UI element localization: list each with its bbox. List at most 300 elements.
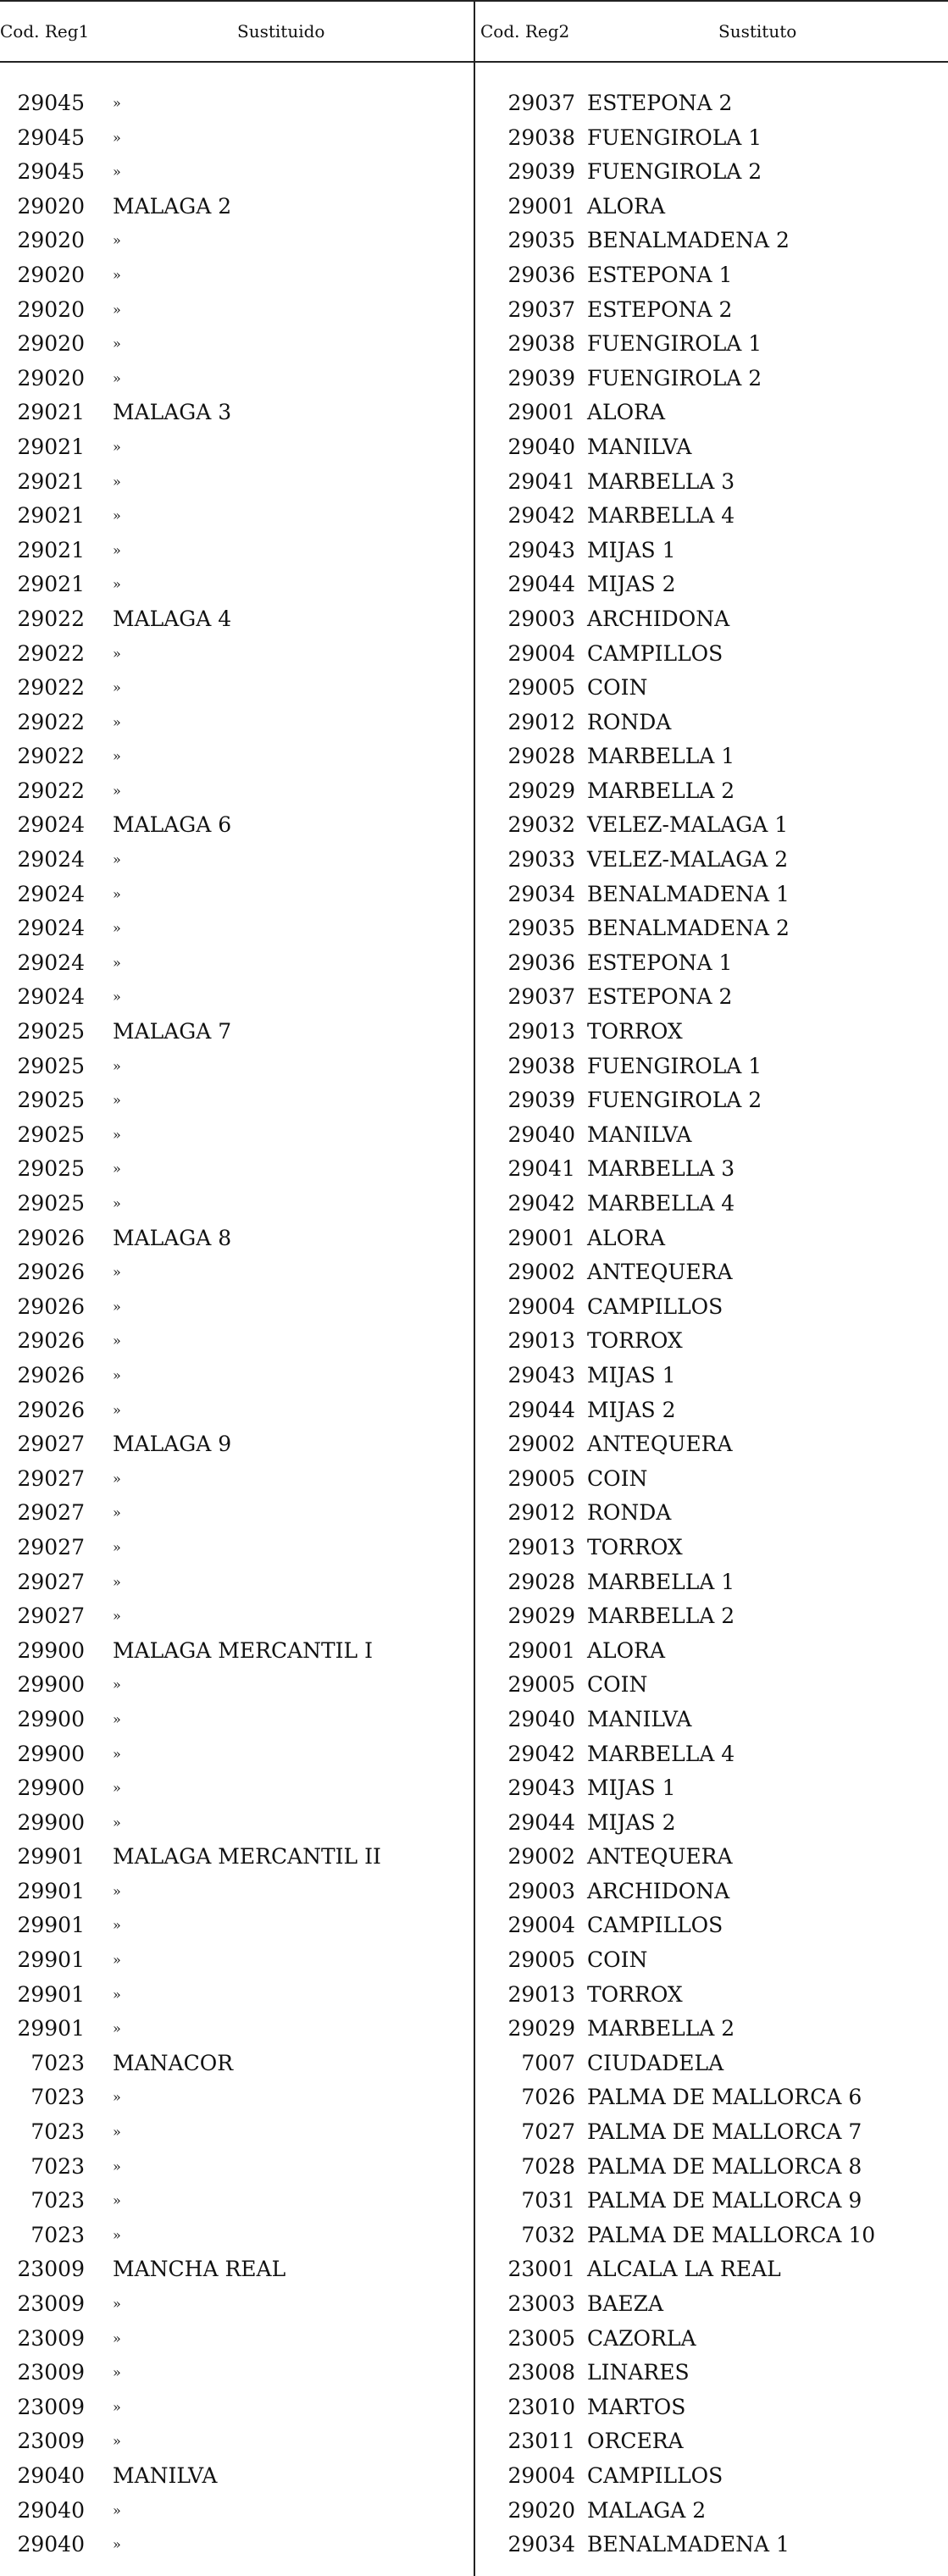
sustituto-cell: BENALMADENA 1 (587, 2532, 790, 2557)
sustituido-cell: » (113, 748, 121, 765)
sustituto-cell: FUENGIROLA 1 (587, 331, 762, 357)
table-row (0, 396, 948, 430)
table-row (0, 1152, 948, 1187)
table-row (0, 2012, 948, 2047)
table-row (0, 1496, 948, 1531)
sustituto-cell: MIJAS 2 (587, 1809, 676, 1835)
table-row (0, 2047, 948, 2081)
cod-reg2-cell: 29043 (507, 1776, 575, 1801)
cod-reg1-cell: 29900 (17, 1776, 85, 1801)
sustituto-cell: ESTEPONA 2 (587, 296, 733, 322)
cod-reg1-cell: 29024 (17, 984, 85, 1010)
sustituto-cell: MANILVA (587, 1706, 692, 1731)
sustituto-cell: BAEZA (587, 2291, 664, 2316)
sustituido-cell: » (113, 885, 121, 902)
cod-reg1-cell: 29021 (17, 434, 85, 459)
cod-reg1-cell: 7023 (30, 2153, 85, 2179)
cod-reg1-cell: 29045 (17, 125, 85, 150)
table-row (0, 1427, 948, 1462)
cod-reg1-cell: 29020 (17, 296, 85, 322)
sustituido-cell: MALAGA 8 (113, 1225, 232, 1250)
table-row (0, 362, 948, 396)
sustituto-cell: ESTEPONA 2 (587, 984, 733, 1010)
sustituido-cell: » (113, 2124, 121, 2141)
table-row (0, 2287, 948, 2322)
sustituido-cell: » (113, 1126, 121, 1143)
sustituido-cell: » (113, 713, 121, 730)
sustituto-cell: ESTEPONA 1 (587, 950, 733, 975)
table-row (0, 465, 948, 500)
sustituido-cell: » (113, 507, 121, 524)
sustituto-cell: CAMPILLOS (587, 1294, 723, 1319)
sustituido-cell: » (113, 2020, 121, 2037)
sustituto-cell: MARBELLA 3 (587, 468, 735, 494)
sustituido-cell: » (113, 1608, 121, 1625)
cod-reg1-cell: 29901 (17, 1913, 85, 1938)
table-row (0, 1290, 948, 1325)
sustituido-cell: » (113, 920, 121, 937)
table-row (0, 534, 948, 568)
sustituido-cell: » (113, 95, 121, 111)
sustituido-cell: MALAGA 9 (113, 1432, 232, 1457)
sustituido-cell: » (113, 2296, 121, 2312)
sustituto-cell: MARBELLA 1 (587, 1569, 735, 1594)
table-row (0, 774, 948, 809)
table-row (0, 1771, 948, 1806)
sustituto-cell: RONDA (587, 1500, 672, 1526)
sustituido-cell: » (113, 2536, 121, 2553)
sustituto-cell: FUENGIROLA 2 (587, 365, 762, 391)
table-row (0, 1737, 948, 1772)
table-row (0, 2322, 948, 2357)
sustituido-cell: MALAGA 7 (113, 1019, 232, 1044)
cod-reg1-cell: 29026 (17, 1397, 85, 1422)
sustituido-cell: » (113, 1057, 121, 1074)
cod-reg2-cell: 29013 (507, 1328, 575, 1354)
cod-reg2-cell: 23008 (507, 2360, 575, 2385)
sustituto-cell: ESTEPONA 1 (587, 262, 733, 287)
cod-reg1-cell: 29026 (17, 1225, 85, 1250)
table-row (0, 2252, 948, 2287)
sustituto-cell: MARBELLA 2 (587, 778, 735, 803)
table-row (0, 2115, 948, 2150)
table-row (0, 2080, 948, 2115)
cod-reg1-cell: 29022 (17, 778, 85, 803)
table-row (0, 1634, 948, 1669)
header-cod-reg1: Cod. Reg1 (0, 21, 90, 42)
cod-reg1-cell: 7023 (30, 2222, 85, 2247)
cod-reg2-cell: 23001 (507, 2257, 575, 2282)
table-row (0, 1908, 948, 1943)
cod-reg2-cell: 29002 (507, 1432, 575, 1457)
cod-reg2-cell: 7032 (521, 2222, 575, 2247)
sustituto-cell: CAZORLA (587, 2325, 696, 2351)
cod-reg1-cell: 29027 (17, 1500, 85, 1526)
cod-reg1-cell: 29040 (17, 2497, 85, 2523)
table-row (0, 1462, 948, 1497)
cod-reg2-cell: 29034 (507, 881, 575, 906)
cod-reg2-cell: 29003 (507, 1878, 575, 1903)
table-row (0, 878, 948, 912)
table-row (0, 980, 948, 1015)
cod-reg2-cell: 29044 (507, 572, 575, 597)
sustituto-cell: PALMA DE MALLORCA 9 (587, 2188, 862, 2213)
sustituto-cell: MIJAS 1 (587, 1776, 676, 1801)
sustituto-cell: COIN (587, 1465, 648, 1491)
sustituto-cell: BENALMADENA 2 (587, 228, 790, 253)
sustituido-cell: » (113, 2398, 121, 2415)
cod-reg1-cell: 29901 (17, 1981, 85, 2007)
cod-reg1-cell: 29901 (17, 2016, 85, 2041)
cod-reg1-cell: 29024 (17, 881, 85, 906)
cod-reg2-cell: 29038 (507, 125, 575, 150)
sustituto-cell: ALCALA LA REAL (587, 2257, 781, 2282)
sustituido-cell: » (113, 301, 121, 318)
sustituto-cell: RONDA (587, 709, 672, 734)
header-sustituto: Sustituto (718, 21, 797, 42)
cod-reg2-cell: 29003 (507, 606, 575, 631)
sustituido-cell: MANILVA (113, 2462, 218, 2488)
cod-reg1-cell: 29027 (17, 1465, 85, 1491)
sustituido-cell: » (113, 1195, 121, 1211)
sustituto-cell: TORROX (587, 1534, 683, 1559)
table-row (0, 1118, 948, 1153)
table-row (0, 2424, 948, 2459)
table-row (0, 258, 948, 293)
cod-reg2-cell: 29038 (507, 1053, 575, 1078)
sustituido-cell: » (113, 438, 121, 455)
cod-reg1-cell: 29040 (17, 2532, 85, 2557)
table-row (0, 671, 948, 706)
sustituto-cell: TORROX (587, 1328, 683, 1354)
sustituido-cell: » (113, 541, 121, 558)
cod-reg1-cell: 29024 (17, 812, 85, 838)
cod-reg2-cell: 29004 (507, 2462, 575, 2488)
sustituto-cell: ANTEQUERA (587, 1260, 733, 1285)
sustituto-cell: ALORA (587, 1225, 666, 1250)
cod-reg2-cell: 29039 (507, 365, 575, 391)
table-row (0, 121, 948, 156)
cod-reg2-cell: 23011 (507, 2429, 575, 2454)
table-row (0, 1015, 948, 1050)
table-row (0, 568, 948, 602)
table-row (0, 1083, 948, 1118)
cod-reg2-cell: 29004 (507, 640, 575, 666)
table-row (0, 843, 948, 878)
sustituido-cell: » (113, 1264, 121, 1281)
sustituido-cell: » (113, 1470, 121, 1487)
sustituido-cell: » (113, 1780, 121, 1797)
cod-reg1-cell: 29025 (17, 1191, 85, 1216)
cod-reg1-cell: 29900 (17, 1672, 85, 1698)
sustituido-cell: MALAGA 4 (113, 606, 232, 631)
cod-reg2-cell: 29013 (507, 1019, 575, 1044)
cod-reg2-cell: 29035 (507, 916, 575, 941)
cod-reg1-cell: 29025 (17, 1053, 85, 1078)
table-row (0, 637, 948, 672)
cod-reg2-cell: 29001 (507, 1637, 575, 1663)
sustituido-cell: » (113, 2192, 121, 2209)
cod-reg2-cell: 29013 (507, 1981, 575, 2007)
sustituto-cell: FUENGIROLA 2 (587, 159, 762, 185)
sustituido-cell: » (113, 1161, 121, 1177)
sustituto-cell: MARBELLA 4 (587, 503, 735, 529)
cod-reg2-cell: 29040 (507, 1122, 575, 1147)
cod-reg1-cell: 29025 (17, 1122, 85, 1147)
sustituido-cell: » (113, 2433, 121, 2450)
cod-reg2-cell: 29001 (507, 193, 575, 219)
sustituido-cell: » (113, 679, 121, 696)
cod-reg2-cell: 29033 (507, 847, 575, 873)
cod-reg1-cell: 29900 (17, 1706, 85, 1731)
table-row (0, 1703, 948, 1737)
sustituido-cell: » (113, 1538, 121, 1555)
sustituido-cell: » (113, 1814, 121, 1831)
sustituto-cell: MARBELLA 2 (587, 2016, 735, 2041)
cod-reg2-cell: 29001 (507, 1225, 575, 1250)
cod-reg2-cell: 29040 (507, 1706, 575, 1731)
sustituido-cell: » (113, 851, 121, 868)
sustituido-cell: » (113, 2226, 121, 2243)
sustituto-cell: MALAGA 2 (587, 2497, 707, 2523)
cod-reg2-cell: 29013 (507, 1534, 575, 1559)
cod-reg1-cell: 29026 (17, 1362, 85, 1388)
table-row (0, 499, 948, 534)
table-row (0, 1050, 948, 1084)
cod-reg1-cell: 29040 (17, 2462, 85, 2488)
cod-reg1-cell: 29026 (17, 1260, 85, 1285)
sustituto-cell: ALORA (587, 193, 666, 219)
sustituido-cell: MALAGA 6 (113, 812, 232, 838)
cod-reg2-cell: 29041 (507, 468, 575, 494)
cod-reg2-cell: 29041 (507, 1156, 575, 1182)
sustituto-cell: LINARES (587, 2360, 690, 2385)
sustituto-cell: MARBELLA 3 (587, 1156, 735, 1182)
cod-reg1-cell: 29025 (17, 1156, 85, 1182)
cod-reg2-cell: 29005 (507, 1947, 575, 1973)
sustituido-cell: » (113, 2158, 121, 2174)
cod-reg1-cell: 29026 (17, 1294, 85, 1319)
cod-reg2-cell: 29038 (507, 331, 575, 357)
table-row (0, 327, 948, 362)
cod-reg1-cell: 23009 (17, 2394, 85, 2419)
cod-reg2-cell: 29044 (507, 1397, 575, 1422)
table-row (0, 2356, 948, 2390)
cod-reg1-cell: 23009 (17, 2360, 85, 2385)
cod-reg2-cell: 29028 (507, 744, 575, 769)
cod-reg2-cell: 7031 (521, 2188, 575, 2213)
cod-reg2-cell: 29029 (507, 1604, 575, 1629)
cod-reg1-cell: 29022 (17, 606, 85, 631)
sustituido-cell: » (113, 2364, 121, 2381)
sustituido-cell: MALAGA MERCANTIL I (113, 1637, 373, 1663)
cod-reg1-cell: 29027 (17, 1534, 85, 1559)
cod-reg1-cell: 29021 (17, 468, 85, 494)
cod-reg2-cell: 7027 (521, 2119, 575, 2145)
sustituido-cell: » (113, 2501, 121, 2518)
sustituido-cell: » (113, 2329, 121, 2346)
sustituido-cell: » (113, 1366, 121, 1383)
table-row (0, 1393, 948, 1428)
cod-reg2-cell: 29032 (507, 812, 575, 838)
cod-reg1-cell: 29901 (17, 1947, 85, 1973)
cod-reg1-cell: 23009 (17, 2429, 85, 2454)
table-row (0, 911, 948, 946)
cod-reg1-cell: 29901 (17, 1844, 85, 1870)
cod-reg2-cell: 23010 (507, 2394, 575, 2419)
sustituido-cell: » (113, 782, 121, 799)
cod-reg1-cell: 29900 (17, 1741, 85, 1766)
sustituto-cell: MARBELLA 1 (587, 744, 735, 769)
sustituto-cell: BENALMADENA 2 (587, 916, 790, 941)
cod-reg2-cell: 29044 (507, 1809, 575, 1835)
table-row (0, 946, 948, 981)
sustituido-cell: » (113, 1917, 121, 1934)
cod-reg2-cell: 29037 (507, 91, 575, 115)
table-row (0, 2494, 948, 2529)
cod-reg2-cell: 29042 (507, 503, 575, 529)
table-row (0, 1324, 948, 1359)
sustituido-cell: » (113, 989, 121, 1005)
cod-reg1-cell: 29027 (17, 1432, 85, 1457)
cod-reg2-cell: 29004 (507, 1294, 575, 1319)
cod-reg1-cell: 23009 (17, 2257, 85, 2282)
sustituido-cell: » (113, 576, 121, 593)
table-row (0, 1875, 948, 1909)
cod-reg2-cell: 29042 (507, 1191, 575, 1216)
cod-reg2-cell: 29043 (507, 537, 575, 562)
cod-reg2-cell: 29034 (507, 2532, 575, 2557)
table-row (0, 740, 948, 774)
sustituto-cell: MARBELLA 2 (587, 1604, 735, 1629)
cod-reg1-cell: 29024 (17, 916, 85, 941)
sustituto-cell: MARTOS (587, 2394, 686, 2419)
cod-reg1-cell: 23009 (17, 2291, 85, 2316)
table-row (0, 2390, 948, 2425)
sustituido-cell: » (113, 369, 121, 386)
sustituto-cell: CIUDADELA (587, 2050, 724, 2075)
cod-reg2-cell: 29028 (507, 1569, 575, 1594)
cod-reg2-cell: 29005 (507, 1465, 575, 1491)
cod-reg1-cell: 29027 (17, 1569, 85, 1594)
table-row (0, 155, 948, 190)
sustituto-cell: MIJAS 2 (587, 1397, 676, 1422)
cod-reg2-cell: 29039 (507, 159, 575, 185)
cod-reg2-cell: 29029 (507, 2016, 575, 2041)
cod-reg1-cell: 29024 (17, 847, 85, 873)
cod-reg2-cell: 29020 (507, 2497, 575, 2523)
cod-reg2-cell: 29040 (507, 434, 575, 459)
sustituto-cell: TORROX (587, 1019, 683, 1044)
sustituido-cell: » (113, 1986, 121, 2003)
cod-reg1-cell: 29026 (17, 1328, 85, 1354)
sustituto-cell: ALORA (587, 1637, 666, 1663)
sustituto-cell: FUENGIROLA 1 (587, 1053, 762, 1078)
sustituido-cell: » (113, 232, 121, 249)
cod-reg2-cell: 7028 (521, 2153, 575, 2179)
sustituto-cell: ESTEPONA 2 (587, 91, 733, 115)
cod-reg1-cell: 7023 (30, 2085, 85, 2110)
cod-reg2-cell: 29036 (507, 950, 575, 975)
table-row (0, 2184, 948, 2219)
sustituido-cell: » (113, 1401, 121, 1418)
table-row (0, 1978, 948, 2013)
cod-reg1-cell: 29021 (17, 572, 85, 597)
sustituto-cell: PALMA DE MALLORCA 7 (587, 2119, 862, 2145)
sustituido-cell: MALAGA 2 (113, 193, 232, 219)
sustituto-cell: TORROX (587, 1981, 683, 2007)
cod-reg2-cell: 23003 (507, 2291, 575, 2316)
sustituido-cell: » (113, 1952, 121, 1969)
cod-reg1-cell: 29022 (17, 640, 85, 666)
cod-reg1-cell: 29045 (17, 159, 85, 185)
sustituido-cell: » (113, 1332, 121, 1349)
cod-reg1-cell: 29022 (17, 709, 85, 734)
sustituido-cell: » (113, 954, 121, 971)
sustituido-cell: » (113, 1504, 121, 1521)
cod-reg1-cell: 29022 (17, 675, 85, 701)
cod-reg1-cell: 29021 (17, 400, 85, 425)
sustituido-cell: MALAGA MERCANTIL II (113, 1844, 381, 1870)
table-row (0, 1806, 948, 1841)
sustituto-cell: FUENGIROLA 2 (587, 1088, 762, 1113)
sustituto-cell: ALORA (587, 400, 666, 425)
table-row (0, 1840, 948, 1875)
table-row (0, 808, 948, 843)
sustituto-cell: COIN (587, 1947, 648, 1973)
sustituto-cell: VELEZ-MALAGA 1 (587, 812, 789, 838)
cod-reg1-cell: 29021 (17, 503, 85, 529)
sustituto-cell: MARBELLA 4 (587, 1191, 735, 1216)
cod-reg2-cell: 29035 (507, 228, 575, 253)
sustituto-cell: MIJAS 2 (587, 572, 676, 597)
sustituto-cell: COIN (587, 1672, 648, 1698)
sustituto-cell: ORCERA (587, 2429, 684, 2454)
cod-reg2-cell: 29004 (507, 1913, 575, 1938)
sustituto-cell: MANILVA (587, 434, 692, 459)
cod-reg2-cell: 29002 (507, 1844, 575, 1870)
sustituido-cell: » (113, 1092, 121, 1109)
sustituido-cell: » (113, 1882, 121, 1899)
cod-reg1-cell: 7023 (30, 2050, 85, 2075)
sustituto-cell: PALMA DE MALLORCA 8 (587, 2153, 862, 2179)
sustituto-cell: MIJAS 1 (587, 1362, 676, 1388)
table-row (0, 293, 948, 328)
table-row (0, 86, 948, 121)
cod-reg2-cell: 29042 (507, 1741, 575, 1766)
sustituido-cell: » (113, 266, 121, 283)
cod-reg1-cell: 29025 (17, 1088, 85, 1113)
table-row (0, 430, 948, 465)
table-row (0, 1187, 948, 1222)
cod-reg1-cell: 29900 (17, 1809, 85, 1835)
cod-reg1-cell: 29900 (17, 1637, 85, 1663)
sustituido-cell: » (113, 1710, 121, 1727)
sustituto-cell: ANTEQUERA (587, 1844, 733, 1870)
cod-reg2-cell: 7007 (521, 2050, 575, 2075)
sustituto-cell: ARCHIDONA (587, 606, 730, 631)
cod-reg2-cell: 29005 (507, 675, 575, 701)
sustituto-cell: PALMA DE MALLORCA 10 (587, 2222, 876, 2247)
sustituto-cell: BENALMADENA 1 (587, 881, 790, 906)
cod-reg1-cell: 29045 (17, 91, 85, 115)
table-row (0, 2459, 948, 2494)
cod-reg2-cell: 29002 (507, 1260, 575, 1285)
cod-reg1-cell: 29027 (17, 1604, 85, 1629)
sustituto-cell: MANILVA (587, 1122, 692, 1147)
sustituto-cell: CAMPILLOS (587, 640, 723, 666)
cod-reg2-cell: 29039 (507, 1088, 575, 1113)
